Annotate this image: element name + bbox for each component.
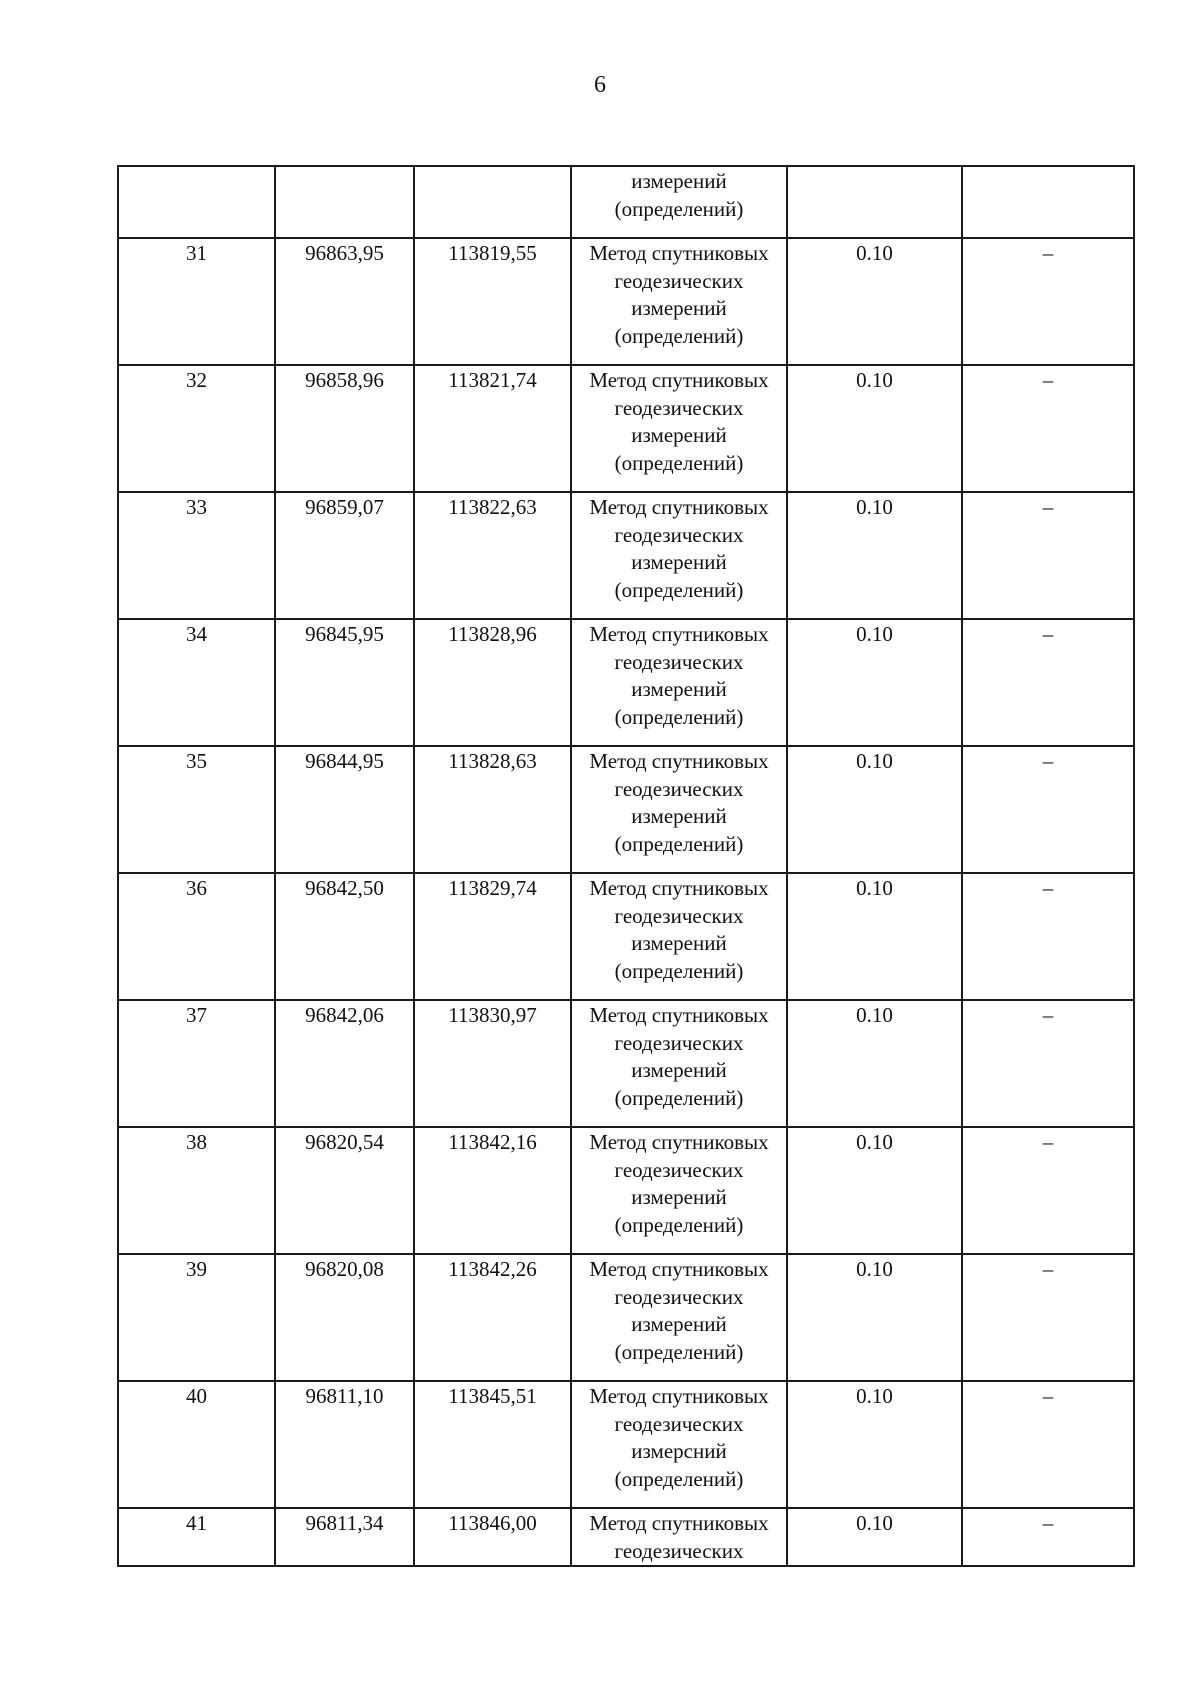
cell-num: 40 xyxy=(118,1381,275,1508)
table-row xyxy=(118,1508,1134,1566)
cell-method: Метод спутниковых геодезических измерений (определений) xyxy=(571,619,787,746)
cell-x: 96858,96 xyxy=(275,365,414,492)
cell-x: 96811,34 xyxy=(275,1508,414,1566)
cell-num: 31 xyxy=(118,238,275,365)
cell-note: – xyxy=(962,238,1134,365)
cell-method: Метод спутниковых геодезических измерений (определений) xyxy=(571,746,787,873)
cell-accuracy: 0.10 xyxy=(787,1000,962,1127)
cell-accuracy: 0.10 xyxy=(787,746,962,873)
cell-note: – xyxy=(962,1000,1134,1127)
cell-accuracy: 0.10 xyxy=(787,492,962,619)
cell-x: 96820,08 xyxy=(275,1254,414,1381)
cell-x: 96842,50 xyxy=(275,873,414,1000)
cell-y: 113830,97 xyxy=(414,1000,571,1127)
cell-y: 113829,74 xyxy=(414,873,571,1000)
cell-num xyxy=(118,166,275,238)
table-row-continued xyxy=(118,166,1134,238)
cell-num: 34 xyxy=(118,619,275,746)
table-row xyxy=(118,873,1134,1000)
table-row xyxy=(118,746,1134,873)
cell-y xyxy=(414,166,571,238)
cell-x: 96820,54 xyxy=(275,1127,414,1254)
cell-note: – xyxy=(962,1508,1134,1566)
cell-method: Метод спутниковых геодезических измерений (определений) xyxy=(571,365,787,492)
cell-num: 36 xyxy=(118,873,275,1000)
cell-y: 113821,74 xyxy=(414,365,571,492)
table-body xyxy=(118,166,1134,1566)
cell-method: Метод спутниковых геодезических xyxy=(571,1508,787,1566)
cell-note: – xyxy=(962,873,1134,1000)
cell-note: – xyxy=(962,365,1134,492)
cell-num: 41 xyxy=(118,1508,275,1566)
cell-x: 96844,95 xyxy=(275,746,414,873)
cell-method: Метод спутниковых геодезических измерений (определений) xyxy=(571,1000,787,1127)
cell-x: 96845,95 xyxy=(275,619,414,746)
table-row xyxy=(118,365,1134,492)
cell-y: 113842,26 xyxy=(414,1254,571,1381)
table-row xyxy=(118,619,1134,746)
cell-accuracy: 0.10 xyxy=(787,1381,962,1508)
cell-accuracy: 0.10 xyxy=(787,238,962,365)
cell-accuracy: 0.10 xyxy=(787,873,962,1000)
cell-x xyxy=(275,166,414,238)
cell-note: – xyxy=(962,492,1134,619)
cell-note: – xyxy=(962,619,1134,746)
cell-method: Метод спутниковых геодезических измерений (определений) xyxy=(571,238,787,365)
cell-method: Метод спутниковых геодезических измерений (определений) xyxy=(571,1127,787,1254)
cell-x: 96842,06 xyxy=(275,1000,414,1127)
cell-y: 113822,63 xyxy=(414,492,571,619)
cell-method: Метод спутниковых геодезических измерсний (определений) xyxy=(571,1381,787,1508)
table-row xyxy=(118,1381,1134,1508)
cell-accuracy: 0.10 xyxy=(787,1254,962,1381)
cell-method: Метод спутниковых геодезических измерений (определений) xyxy=(571,873,787,1000)
cell-y: 113845,51 xyxy=(414,1381,571,1508)
cell-accuracy: 0.10 xyxy=(787,365,962,492)
cell-accuracy: 0.10 xyxy=(787,1508,962,1566)
coordinates-table xyxy=(117,165,1135,1567)
table-row xyxy=(118,238,1134,365)
cell-num: 39 xyxy=(118,1254,275,1381)
cell-x: 96811,10 xyxy=(275,1381,414,1508)
cell-accuracy xyxy=(787,166,962,238)
cell-num: 33 xyxy=(118,492,275,619)
cell-method: измерений (определений) xyxy=(571,166,787,238)
cell-y: 113828,63 xyxy=(414,746,571,873)
cell-num: 38 xyxy=(118,1127,275,1254)
cell-accuracy: 0.10 xyxy=(787,1127,962,1254)
cell-accuracy: 0.10 xyxy=(787,619,962,746)
cell-y: 113842,16 xyxy=(414,1127,571,1254)
cell-y: 113846,00 xyxy=(414,1508,571,1566)
cell-num: 37 xyxy=(118,1000,275,1127)
cell-note: – xyxy=(962,1254,1134,1381)
cell-y: 113819,55 xyxy=(414,238,571,365)
table-row xyxy=(118,492,1134,619)
cell-note: – xyxy=(962,1381,1134,1508)
cell-method: Метод спутниковых геодезических измерений (определений) xyxy=(571,1254,787,1381)
cell-note: – xyxy=(962,746,1134,873)
cell-num: 35 xyxy=(118,746,275,873)
cell-note xyxy=(962,166,1134,238)
cell-num: 32 xyxy=(118,365,275,492)
table-row xyxy=(118,1127,1134,1254)
page-number: 6 xyxy=(594,72,606,98)
cell-x: 96859,07 xyxy=(275,492,414,619)
table-row xyxy=(118,1254,1134,1381)
cell-method: Метод спутниковых геодезических измерений (определений) xyxy=(571,492,787,619)
cell-note: – xyxy=(962,1127,1134,1254)
table-row xyxy=(118,1000,1134,1127)
cell-y: 113828,96 xyxy=(414,619,571,746)
cell-x: 96863,95 xyxy=(275,238,414,365)
